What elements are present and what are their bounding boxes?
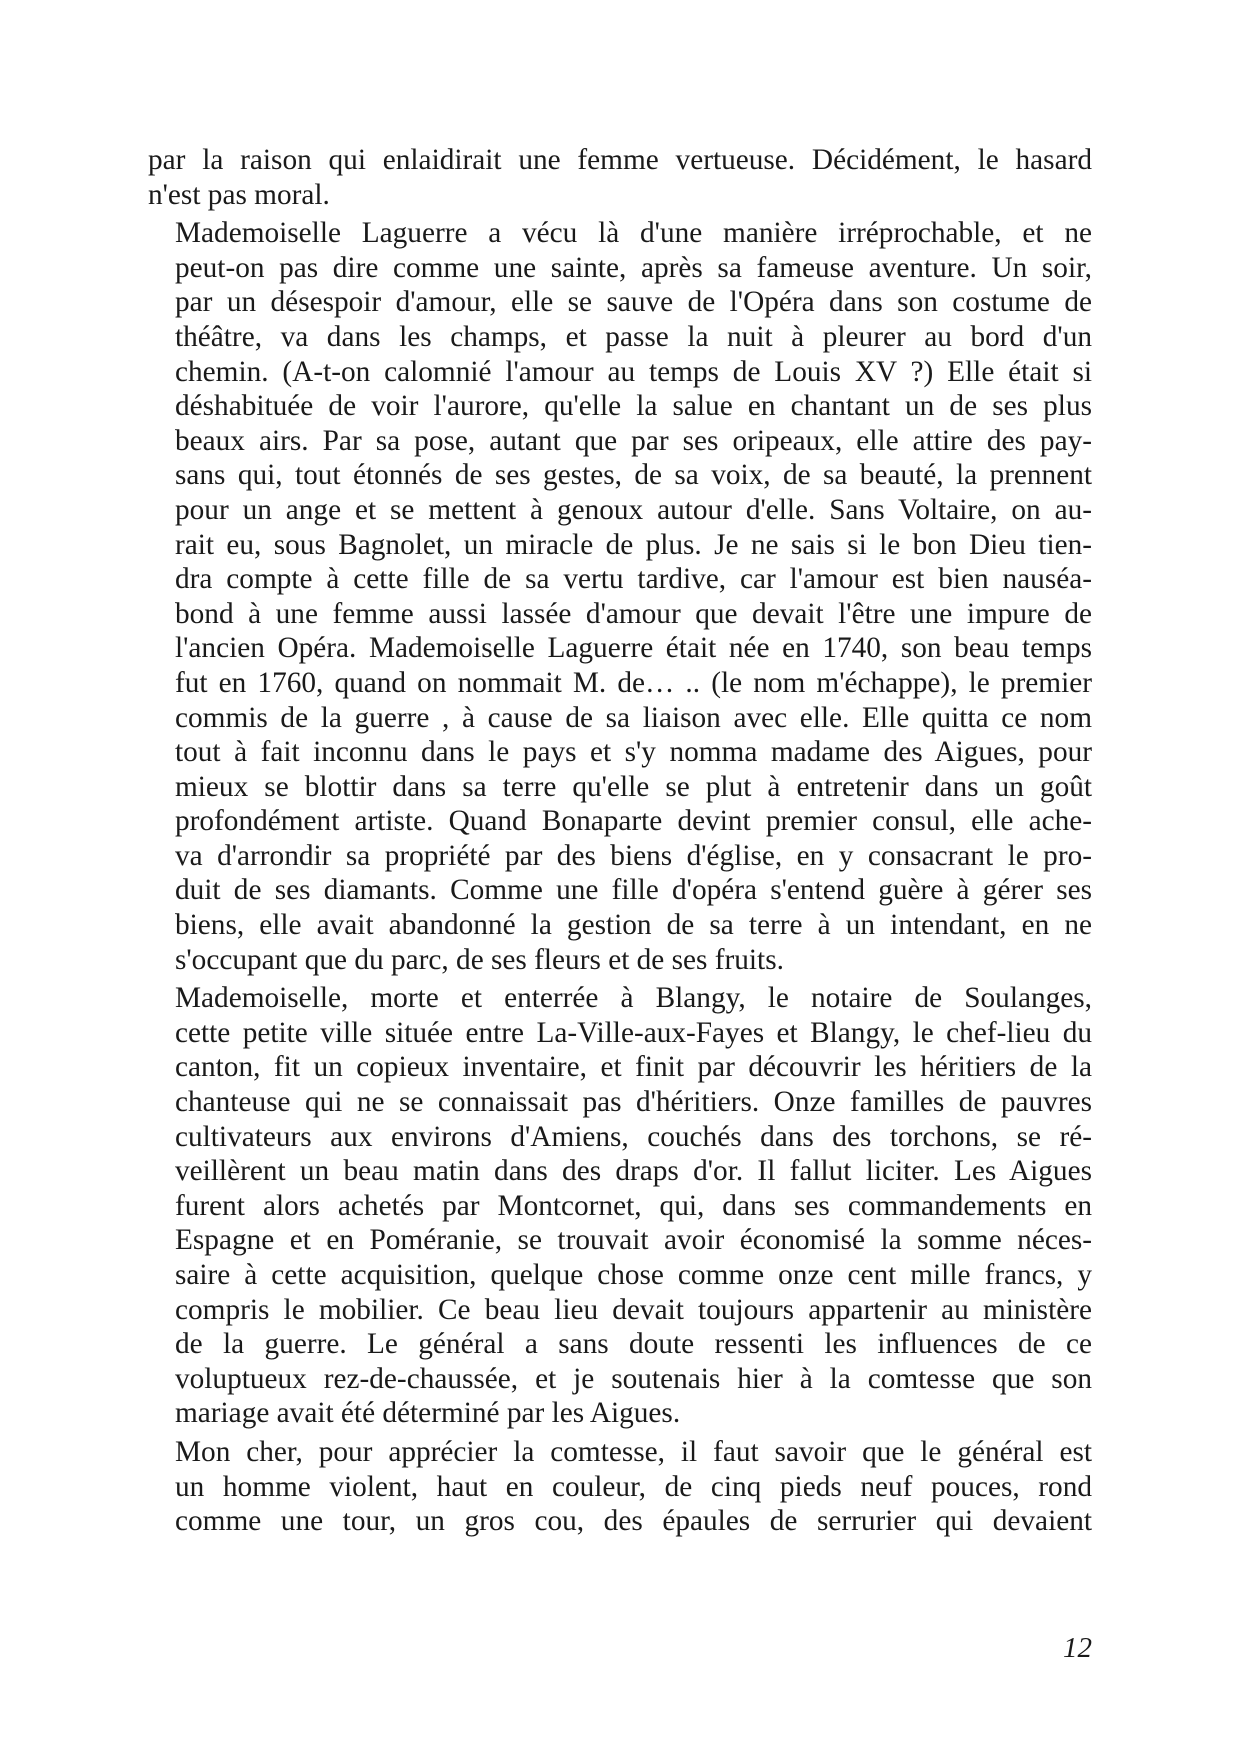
text-line: sans qui, tout étonnés de ses gestes, de sa voix, de sa beauté, la prennent — [175, 459, 1092, 492]
page-number: 12 — [1063, 1632, 1092, 1664]
text-line: n'est pas moral. — [148, 178, 330, 211]
text-line: chemin. (A-t-on calomnié l'amour au temps de Louis XV ?) Elle était si — [175, 355, 1092, 388]
paragraph-4 — [148, 1435, 1092, 1539]
text-line: canton, fit un copieux inventaire, et finit par découvrir les héritiers de la — [175, 1051, 1092, 1084]
text-line: par la raison qui enlaidirait une femme vertueuse. Décidément, le hasard — [148, 144, 1092, 176]
text-line: furent alors achetés par Montcornet, qui, dans ses commandements en — [175, 1189, 1092, 1222]
text-line: rait eu, sous Bagnolet, un miracle de plus. Je ne sais si le bon Dieu tien- — [175, 528, 1092, 561]
text-line: voluptueux rez-de-chaussée, et je soutenais hier à la comtesse que son — [175, 1362, 1092, 1395]
text-line: mariage avait été déterminé par les Aigues. — [175, 1397, 681, 1430]
text-line: duit de ses diamants. Comme une fille d'opéra s'entend guère à gérer ses — [175, 874, 1092, 907]
text-line: bond à une femme aussi lassée d'amour que devait l'être une impure de — [175, 597, 1092, 630]
text-line: compris le mobilier. Ce beau lieu devait toujours appartenir au ministère — [175, 1293, 1092, 1326]
paragraph-1 — [148, 143, 1092, 212]
paragraph-2 — [148, 216, 1092, 977]
page-body — [148, 143, 1092, 1543]
text-line: s'occupant que du parc, de ses fleurs et de ses fruits. — [175, 943, 784, 976]
text-line: commis de la guerre , à cause de sa liaison avec elle. Elle quitta ce nom — [175, 701, 1092, 734]
text-line: biens, elle avait abandonné la gestion de sa terre à un intendant, en ne — [175, 909, 1092, 942]
text-line: veillèrent un beau matin dans des draps d'or. Il fallut liciter. Les Aigues — [175, 1155, 1092, 1188]
text-line: Mon cher, pour apprécier la comtesse, il faut savoir que le général est — [175, 1435, 1092, 1468]
text-line: peut-on pas dire comme une sainte, après sa fameuse aventure. Un soir, — [175, 251, 1092, 284]
text-line: théâtre, va dans les champs, et passe la nuit à pleurer au bord d'un — [175, 320, 1092, 353]
text-line: profondément artiste. Quand Bonaparte devint premier consul, elle ache- — [175, 805, 1092, 838]
text-line: va d'arrondir sa propriété par des biens d'église, en y consacrant le pro- — [175, 839, 1092, 872]
text-line: dra compte à cette fille de sa vertu tardive, car l'amour est bien nauséa- — [175, 563, 1092, 596]
text-line: de la guerre. Le général a sans doute ressenti les influences de ce — [175, 1328, 1092, 1361]
text-line: cultivateurs aux environs d'Amiens, couchés dans des torchons, se ré- — [175, 1120, 1092, 1153]
text-line: tout à fait inconnu dans le pays et s'y nomma madame des Aigues, pour — [175, 736, 1092, 769]
text-line: comme une tour, un gros cou, des épaules de serrurier qui devaient — [175, 1505, 1092, 1538]
text-line: fut en 1760, quand on nommait M. de… .. (le nom m'échappe), le premier — [175, 666, 1092, 699]
text-line: mieux se blottir dans sa terre qu'elle se plut à entretenir dans un goût — [175, 770, 1092, 803]
text-line: beaux airs. Par sa pose, autant que par ses oripeaux, elle attire des pay- — [175, 424, 1092, 457]
text-line: par un désespoir d'amour, elle se sauve de l'Opéra dans son costume de — [175, 286, 1092, 319]
paragraph-3 — [148, 981, 1092, 1431]
text-line: Espagne et en Poméranie, se trouvait avoir économisé la somme néces- — [175, 1224, 1092, 1257]
text-line: saire à cette acquisition, quelque chose comme onze cent mille francs, y — [175, 1259, 1092, 1291]
text-line: pour un ange et se mettent à genoux autour d'elle. Sans Voltaire, on au- — [175, 493, 1092, 526]
text-line: cette petite ville située entre La-Ville-aux-Fayes et Blangy, le chef-lieu du — [175, 1016, 1092, 1049]
text-line: Mademoiselle Laguerre a vécu là d'une manière irréprochable, et ne — [175, 217, 1092, 250]
text-line: un homme violent, haut en couleur, de cinq pieds neuf pouces, rond — [175, 1470, 1092, 1503]
text-line: Mademoiselle, morte et enterrée à Blangy, le notaire de Soulanges, — [175, 982, 1092, 1015]
text-line: chanteuse qui ne se connaissait pas d'héritiers. Onze familles de pauvres — [175, 1086, 1092, 1119]
text-line: l'ancien Opéra. Mademoiselle Laguerre était née en 1740, son beau temps — [175, 632, 1092, 665]
text-line: déshabituée de voir l'aurore, qu'elle la salue en chantant un de ses plus — [175, 390, 1092, 423]
